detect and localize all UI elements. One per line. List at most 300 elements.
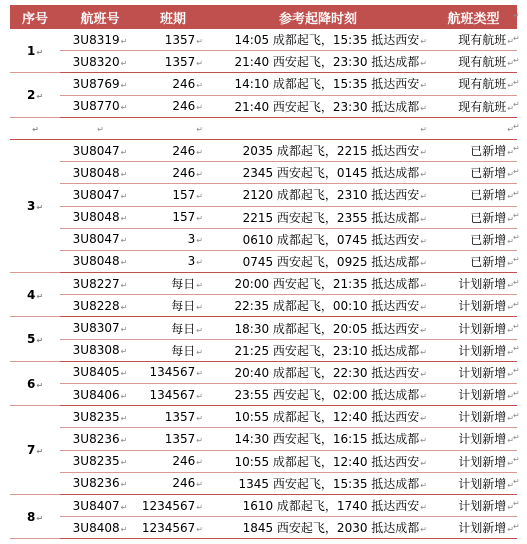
cell-end-mark: ↵ <box>120 302 128 312</box>
cell-text: 20:40 成都起飞，22:30 抵达西安 <box>234 365 420 380</box>
cell-text: 3U8405 <box>72 365 120 380</box>
table-row <box>10 206 517 228</box>
cell-end-mark: ↵ <box>196 169 203 179</box>
flight-number-cell <box>60 73 140 95</box>
cell-end-mark: ↵ <box>196 391 203 401</box>
table-row <box>10 339 517 361</box>
row-end-mark: ↵ <box>513 144 520 153</box>
cell-end-mark: ↵ <box>420 125 427 135</box>
table-row <box>10 139 517 161</box>
cell-text: 计划新增 <box>458 343 507 358</box>
row-end-mark: ↵ <box>513 366 520 375</box>
cell-end-mark: ↵ <box>120 369 128 379</box>
flight-type-cell <box>430 295 517 317</box>
cell-text: 246 <box>172 143 196 158</box>
cell-end-mark: ↵ <box>120 103 128 113</box>
cell-text: 3U8769 <box>72 76 120 91</box>
table-row <box>10 51 517 73</box>
flight-number-cell <box>60 406 140 428</box>
cell-end-mark: ↵ <box>120 147 128 157</box>
cell-text: 1357 <box>164 54 196 69</box>
cell-text: 3U8048 <box>72 254 120 269</box>
cell-text: 现有航班 <box>458 77 507 92</box>
schedule-days-cell <box>140 361 206 383</box>
flight-number-cell <box>60 51 140 73</box>
cell-text: 20:00 西安起飞，21:35 抵达成都 <box>234 277 420 292</box>
cell-text: 3U8770 <box>72 99 120 114</box>
cell-end-mark: ↵ <box>36 513 44 523</box>
cell-end-mark: ↵ <box>507 436 514 446</box>
table-header-row <box>10 5 517 29</box>
row-end-mark: ↵ <box>513 433 520 442</box>
cell-end-mark: ↵ <box>420 458 427 468</box>
cell-end-mark: ↵ <box>120 214 128 224</box>
table-row <box>10 29 517 51</box>
table-row <box>10 517 517 539</box>
row-end-mark: ↵ <box>513 344 520 353</box>
cell-text: 3U8406 <box>72 387 120 402</box>
table-row <box>10 384 517 406</box>
cell-end-mark: ↵ <box>420 192 427 202</box>
cell-end-mark: ↵ <box>507 281 514 291</box>
table-row <box>10 250 517 272</box>
table-row <box>10 184 517 206</box>
cell-end-mark: ↵ <box>120 458 128 468</box>
reference-time-cell <box>206 406 430 428</box>
row-end-mark: ↵ <box>513 522 520 531</box>
seq-cell <box>10 73 60 117</box>
row-end-mark: ↵ <box>513 300 520 309</box>
flight-type-cell <box>430 428 517 450</box>
cell-end-mark: ↵ <box>120 524 128 534</box>
cell-end-mark: ↵ <box>507 214 514 224</box>
seq-cell <box>10 494 60 538</box>
row-end-mark: ↵ <box>513 11 520 20</box>
cell-end-mark: ↵ <box>420 281 427 291</box>
cell-end-mark: ↵ <box>196 258 203 268</box>
flight-type-cell <box>430 206 517 228</box>
cell-end-mark: ↵ <box>196 80 203 90</box>
cell-text: 已新增 <box>470 166 507 181</box>
seq-cell <box>10 361 60 405</box>
reference-time-cell <box>206 250 430 272</box>
reference-time-cell <box>206 494 430 516</box>
flight-type-cell <box>430 228 517 250</box>
schedule-days-cell <box>140 494 206 516</box>
cell-text: 1234567 <box>141 520 196 535</box>
cell-text: 14:05 成都起飞，15:35 抵达西安 <box>234 33 420 48</box>
cell-end-mark: ↵ <box>196 303 203 313</box>
row-end-mark: ↵ <box>513 56 520 65</box>
flight-number-cell <box>60 273 140 295</box>
table-row <box>10 406 517 428</box>
schedule-days-cell <box>140 73 206 95</box>
cell-text: 2035 成都起飞，2215 抵达西安 <box>242 144 420 159</box>
cell-text: 现有航班 <box>458 99 507 114</box>
cell-text: 14:10 成都起飞，15:35 抵达西安 <box>234 77 420 92</box>
flight-number-cell <box>60 162 140 184</box>
cell-text: 3U8235 <box>72 409 120 424</box>
cell-text: 246 <box>172 476 196 491</box>
row-end-mark: ↵ <box>513 455 520 464</box>
cell-end-mark: ↵ <box>120 391 128 401</box>
cell-text: 157 <box>172 210 196 225</box>
cell-end-mark: ↵ <box>420 392 427 402</box>
seq-cell <box>10 406 60 495</box>
cell-text: 3U8308 <box>72 343 120 358</box>
reference-time-cell <box>206 450 430 472</box>
reference-time-cell <box>206 472 430 494</box>
cell-end-mark: ↵ <box>507 392 514 402</box>
cell-end-mark: ↵ <box>120 347 128 357</box>
flight-number-cell <box>60 250 140 272</box>
reference-time-cell <box>206 384 430 406</box>
reference-time-cell <box>206 206 430 228</box>
cell-end-mark: ↵ <box>420 170 427 180</box>
cell-text: 8 <box>26 509 36 524</box>
blank-row <box>10 117 517 139</box>
cell-end-mark: ↵ <box>420 436 427 446</box>
cell-end-mark: ↵ <box>420 214 427 224</box>
cell-text: 计划新增 <box>458 299 507 314</box>
reference-time-cell <box>206 317 430 339</box>
flight-type-cell <box>430 472 517 494</box>
cell-end-mark: ↵ <box>196 480 203 490</box>
table-row <box>10 295 517 317</box>
cell-end-mark: ↵ <box>507 103 514 113</box>
flight-number-cell <box>60 517 140 539</box>
seq-cell <box>10 117 60 139</box>
cell-text: 2120 成都起飞，2310 抵达西安 <box>242 188 420 203</box>
cell-end-mark: ↵ <box>36 92 44 102</box>
cell-text: 1357 <box>164 409 196 424</box>
cell-text: 3U8236 <box>72 431 120 446</box>
schedule-days-cell <box>140 29 206 51</box>
cell-end-mark: ↵ <box>36 380 44 390</box>
cell-text: 计划新增 <box>458 432 507 447</box>
cell-end-mark: ↵ <box>36 447 44 457</box>
cell-text: 1357 <box>164 431 196 446</box>
cell-end-mark: ↵ <box>196 36 203 46</box>
reference-time-cell <box>206 295 430 317</box>
cell-end-mark: ↵ <box>120 413 128 423</box>
cell-text: 3U8048 <box>72 210 120 225</box>
cell-end-mark: ↵ <box>196 236 203 246</box>
cell-text: 1345 西安起飞，15:35 抵达成都 <box>238 476 420 491</box>
cell-text: 246 <box>172 454 196 469</box>
table-row <box>10 228 517 250</box>
flight-number-cell <box>60 361 140 383</box>
flight-type-cell <box>430 450 517 472</box>
cell-end-mark: ↵ <box>196 147 203 157</box>
table-row <box>10 450 517 472</box>
cell-text: 10:55 成都起飞，12:40 抵达西安 <box>234 410 420 425</box>
cell-end-mark: ↵ <box>507 236 514 246</box>
flight-type-cell <box>430 29 517 51</box>
cell-text: 10:55 成都起飞，12:40 抵达西安 <box>234 454 420 469</box>
header-flight-type: 航班类型 <box>430 5 517 29</box>
flight-type-cell <box>430 73 517 95</box>
cell-end-mark: ↵ <box>507 458 514 468</box>
row-end-mark: ↵ <box>513 411 520 420</box>
cell-text: 21:25 西安起飞，23:10 抵达成都 <box>234 343 420 358</box>
cell-end-mark: ↵ <box>196 524 203 534</box>
cell-text: 每日 <box>171 277 196 292</box>
cell-end-mark: ↵ <box>507 503 514 513</box>
cell-end-mark: ↵ <box>420 81 427 91</box>
cell-text: 3U8320 <box>72 54 120 69</box>
cell-end-mark: ↵ <box>507 37 514 47</box>
flight-type-cell <box>430 117 517 139</box>
cell-text: 6 <box>26 376 36 391</box>
schedule-days-cell <box>140 162 206 184</box>
reference-time-cell <box>206 139 430 161</box>
cell-text: 157 <box>172 187 196 202</box>
flight-number-cell <box>60 95 140 117</box>
row-end-mark: ↵ <box>513 389 520 398</box>
schedule-days-cell <box>140 384 206 406</box>
flight-type-cell <box>430 339 517 361</box>
flight-number-cell <box>60 472 140 494</box>
cell-text: 已新增 <box>470 188 507 203</box>
table-row <box>10 273 517 295</box>
flight-number-cell <box>60 494 140 516</box>
cell-text: 1357 <box>164 32 196 47</box>
cell-end-mark: ↵ <box>420 347 427 357</box>
row-end-mark: ↵ <box>513 167 520 176</box>
cell-end-mark: ↵ <box>32 125 39 135</box>
cell-text: 3U8235 <box>72 454 120 469</box>
cell-text: 每日 <box>171 343 196 358</box>
schedule-days-cell <box>140 428 206 450</box>
cell-end-mark: ↵ <box>196 413 203 423</box>
cell-text: 134567 <box>149 387 196 402</box>
cell-end-mark: ↵ <box>420 236 427 246</box>
cell-end-mark: ↵ <box>120 502 128 512</box>
cell-end-mark: ↵ <box>507 347 514 357</box>
cell-text: 已新增 <box>470 144 507 159</box>
cell-end-mark: ↵ <box>507 81 514 91</box>
cell-text: 计划新增 <box>458 454 507 469</box>
flight-type-cell <box>430 139 517 161</box>
cell-end-mark: ↵ <box>507 325 514 335</box>
cell-end-mark: ↵ <box>120 258 128 268</box>
cell-text: 0745 西安起飞，0925 抵达成都 <box>242 254 420 269</box>
flight-schedule-document <box>10 5 517 539</box>
cell-text: 现有航班 <box>458 33 507 48</box>
table-row <box>10 162 517 184</box>
cell-end-mark: ↵ <box>507 258 514 268</box>
cell-text: 246 <box>172 165 196 180</box>
cell-end-mark: ↵ <box>420 325 427 335</box>
row-end-mark: ↵ <box>513 255 520 264</box>
cell-text: 2345 西安起飞，0145 抵达成都 <box>242 166 420 181</box>
schedule-days-cell <box>140 450 206 472</box>
cell-text: 2215 西安起飞，2355 抵达成都 <box>242 210 420 225</box>
cell-text: 计划新增 <box>458 410 507 425</box>
cell-end-mark: ↵ <box>196 281 203 291</box>
seq-cell <box>10 29 60 73</box>
flight-number-cell <box>60 117 140 139</box>
table-row <box>10 428 517 450</box>
cell-end-mark: ↵ <box>120 236 128 246</box>
cell-text: 0610 成都起飞，0745 抵达西安 <box>242 232 420 247</box>
schedule-days-cell <box>140 295 206 317</box>
cell-end-mark: ↵ <box>507 525 514 535</box>
reference-time-cell <box>206 73 430 95</box>
cell-text: 3U8236 <box>72 476 120 491</box>
cell-end-mark: ↵ <box>507 369 514 379</box>
header-schedule-days: 班期 <box>140 5 206 29</box>
schedule-days-cell <box>140 117 206 139</box>
cell-text: 3U8047 <box>72 232 120 247</box>
cell-end-mark: ↵ <box>196 458 203 468</box>
cell-end-mark: ↵ <box>420 525 427 535</box>
cell-end-mark: ↵ <box>36 47 44 57</box>
row-end-mark: ↵ <box>513 211 520 220</box>
cell-end-mark: ↵ <box>196 191 203 201</box>
cell-text: 3U8048 <box>72 165 120 180</box>
flight-type-cell <box>430 406 517 428</box>
row-end-mark: ↵ <box>513 499 520 508</box>
row-end-mark: ↵ <box>513 122 520 131</box>
flight-type-cell <box>430 273 517 295</box>
cell-text: 1234567 <box>141 498 196 513</box>
row-end-mark: ↵ <box>513 34 520 43</box>
schedule-days-cell <box>140 228 206 250</box>
header-seq: 序号 <box>10 5 60 29</box>
cell-end-mark: ↵ <box>120 36 128 46</box>
flight-number-cell <box>60 339 140 361</box>
reference-time-cell <box>206 51 430 73</box>
schedule-days-cell <box>140 339 206 361</box>
cell-end-mark: ↵ <box>196 369 203 379</box>
flight-number-cell <box>60 428 140 450</box>
flight-type-cell <box>430 184 517 206</box>
schedule-days-cell <box>140 273 206 295</box>
flight-type-cell <box>430 162 517 184</box>
row-end-mark: ↵ <box>513 322 520 331</box>
flight-type-cell <box>430 494 517 516</box>
flight-number-cell <box>60 317 140 339</box>
reference-time-cell <box>206 361 430 383</box>
seq-cell <box>10 317 60 361</box>
reference-time-cell <box>206 228 430 250</box>
cell-end-mark: ↵ <box>507 59 514 69</box>
cell-end-mark: ↵ <box>120 435 128 445</box>
flight-number-cell <box>60 384 140 406</box>
cell-end-mark: ↵ <box>420 414 427 424</box>
cell-text: 每日 <box>171 299 196 314</box>
cell-text: 14:30 西安起飞，16:15 抵达成都 <box>234 432 420 447</box>
reference-time-cell <box>206 29 430 51</box>
cell-end-mark: ↵ <box>97 125 104 135</box>
flight-number-cell <box>60 184 140 206</box>
cell-text: 3U8307 <box>72 321 120 336</box>
cell-end-mark: ↵ <box>420 369 427 379</box>
cell-text: 3U8407 <box>72 498 120 513</box>
cell-text: 3U8047 <box>72 143 120 158</box>
cell-text: 246 <box>172 76 196 91</box>
cell-text: 1 <box>26 43 36 58</box>
cell-end-mark: ↵ <box>120 80 128 90</box>
cell-text: 22:35 成都起飞，00:10 抵达西安 <box>234 299 420 314</box>
cell-text: 1845 西安起飞，2030 抵达成都 <box>242 521 420 536</box>
flight-type-cell <box>430 95 517 117</box>
cell-end-mark: ↵ <box>120 325 128 335</box>
reference-time-cell <box>206 117 430 139</box>
cell-text: 计划新增 <box>458 388 507 403</box>
cell-text: 3U8319 <box>72 32 120 47</box>
table-row <box>10 494 517 516</box>
cell-end-mark: ↵ <box>120 280 128 290</box>
cell-end-mark: ↵ <box>420 480 427 490</box>
header-reference-times: 参考起降时刻 <box>206 5 430 29</box>
reference-time-cell <box>206 184 430 206</box>
flight-number-cell <box>60 295 140 317</box>
cell-text: 计划新增 <box>458 321 507 336</box>
cell-end-mark: ↵ <box>36 336 44 346</box>
cell-text: 7 <box>26 443 36 458</box>
cell-text: 21:40 西安起飞，23:30 抵达成都 <box>234 99 420 114</box>
cell-text: 计划新增 <box>458 365 507 380</box>
cell-end-mark: ↵ <box>196 347 203 357</box>
cell-text: 每日 <box>171 321 196 336</box>
flight-type-cell <box>430 517 517 539</box>
flight-type-cell <box>430 51 517 73</box>
flight-schedule-table <box>10 5 517 539</box>
cell-end-mark: ↵ <box>120 480 128 490</box>
cell-end-mark: ↵ <box>420 37 427 47</box>
cell-end-mark: ↵ <box>507 303 514 313</box>
cell-text: 计划新增 <box>458 277 507 292</box>
cell-text: 3U8047 <box>72 187 120 202</box>
flight-number-cell <box>60 206 140 228</box>
reference-time-cell <box>206 95 430 117</box>
reference-time-cell <box>206 162 430 184</box>
cell-text: 3U8408 <box>72 520 120 535</box>
table-row <box>10 472 517 494</box>
cell-end-mark: ↵ <box>507 148 514 158</box>
schedule-days-cell <box>140 206 206 228</box>
schedule-days-cell <box>140 517 206 539</box>
cell-text: 已新增 <box>470 254 507 269</box>
row-end-mark: ↵ <box>513 189 520 198</box>
row-end-mark: ↵ <box>513 100 520 109</box>
schedule-days-cell <box>140 184 206 206</box>
schedule-days-cell <box>140 250 206 272</box>
cell-text: 计划新增 <box>458 521 507 536</box>
schedule-days-cell <box>140 95 206 117</box>
cell-text: 3 <box>187 232 196 247</box>
row-end-mark: ↵ <box>513 78 520 87</box>
cell-text: 5 <box>26 332 36 347</box>
reference-time-cell <box>206 339 430 361</box>
table-body <box>10 29 517 539</box>
cell-end-mark: ↵ <box>420 258 427 268</box>
table-row <box>10 95 517 117</box>
cell-end-mark: ↵ <box>196 435 203 445</box>
seq-cell <box>10 273 60 317</box>
cell-end-mark: ↵ <box>420 303 427 313</box>
row-end-mark: ↵ <box>513 233 520 242</box>
schedule-days-cell <box>140 317 206 339</box>
flight-type-cell <box>430 250 517 272</box>
table-row <box>10 361 517 383</box>
flight-number-cell <box>60 228 140 250</box>
flight-number-cell <box>60 139 140 161</box>
cell-text: 246 <box>172 99 196 114</box>
